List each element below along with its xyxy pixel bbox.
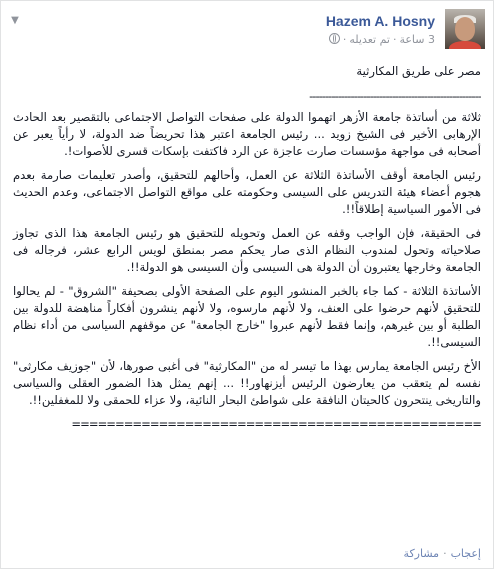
- post-content: [13, 63, 481, 433]
- avatar-shirt: [449, 41, 481, 49]
- meta-dot-2: ·: [342, 33, 347, 46]
- post-paragraph-4: الأساتذة الثلاثة - كما جاء بالخبر المنشور اليوم على الصفحة الأولى بصحيفة "الشروق" - لم يحالوا للتحقيق لأنهم حرضوا على العنف، ولا لأنهم مارسوه، ولا لأنهم ينشرون أفكاراً مناهضة للدولة بين الطلبة أو بين غيرهم، وإنما فقط لأنهم عبروا "خارج الجامعة" عن موقفهم السياسى من أداء نظام السيسى!!.: [13, 284, 481, 349]
- post-time[interactable]: 3 ساعة: [399, 33, 435, 46]
- post-paragraph-5: الأخ رئيس الجامعة يمارس بهذا ما تيسر له من "المكارثية" فى أغبى صورها، لأن "جوزيف مكارثى" نفسه لم يتعقب من يعارضون الرئيس أيزنهاور!! ... إنهم يمثل هذا الضمور العقلى والسياسى والتاريخى ينتحرون كالحيتان النافقة على شواطئ البحار النائية، ولا عزاء للحمقى ولا للمغفلين!!.: [13, 359, 481, 407]
- chevron-down-icon[interactable]: ▼: [11, 15, 19, 26]
- post-header: [9, 9, 485, 57]
- separator-bottom: ===============================================: [71, 417, 481, 431]
- like-button[interactable]: إعجاب: [450, 547, 481, 560]
- post-title: مصر على طريق المكارثية: [356, 64, 481, 78]
- post-meta: [327, 33, 435, 46]
- post-paragraph-2: رئيس الجامعة أوقف الأساتذة الثلاثة عن العمل، وأحالهم للتحقيق، وأصدر تعليمات صارمة بعدم هجوم أعضاء هيئة التدريس على السيسى وحكومته على مواقع التواصل الاجتماعى، وعدم الحديث فى الأمور السياسية إطلاقاً!!.: [13, 168, 481, 216]
- post-edited-label[interactable]: تم تعديله: [349, 33, 390, 46]
- separator-top: ------------------------------------------------------: [309, 89, 481, 103]
- avatar-face: [455, 17, 475, 41]
- actions-dot: ·: [443, 547, 447, 560]
- post-paragraph-3: فى الحقيقة، فإن الواجب وقفه عن العمل وتحويله للتحقيق هو رئيس الجامعة هذا الذى تجاوز صلاحياته وتحول لمندوب النظام الذى صار يحكم مصر بمنطق لويس الرابع عشر، فرجاله فى الجامعة وخارجها يعتبرون أن الدولة هى السيسى وأن السيسى هو الدولة!!.: [13, 226, 481, 274]
- meta-dot-1: ·: [392, 33, 397, 46]
- globe-icon[interactable]: [329, 33, 340, 44]
- author-name[interactable]: Hazem A. Hosny: [325, 13, 435, 29]
- share-button[interactable]: مشاركة: [403, 547, 440, 560]
- post-actions: [13, 547, 481, 560]
- author-avatar[interactable]: [445, 9, 485, 49]
- post-paragraph-1: ثلاثة من أساتذة جامعة الأزهر اتهموا الدولة على صفحات التواصل الاجتماعى بالتقصير بعد الحادث الإرهابى الأخير فى الشيخ زويد ... رئيس الجامعة اعتبر هذا تحريضاً ضد الدولة، لا رأياً يعبر عن أصحابه فى مواجهة مؤسسات صارت عاجزة عن الرد فاكتفت بإسكات قسرى للأصوات!.: [13, 110, 481, 158]
